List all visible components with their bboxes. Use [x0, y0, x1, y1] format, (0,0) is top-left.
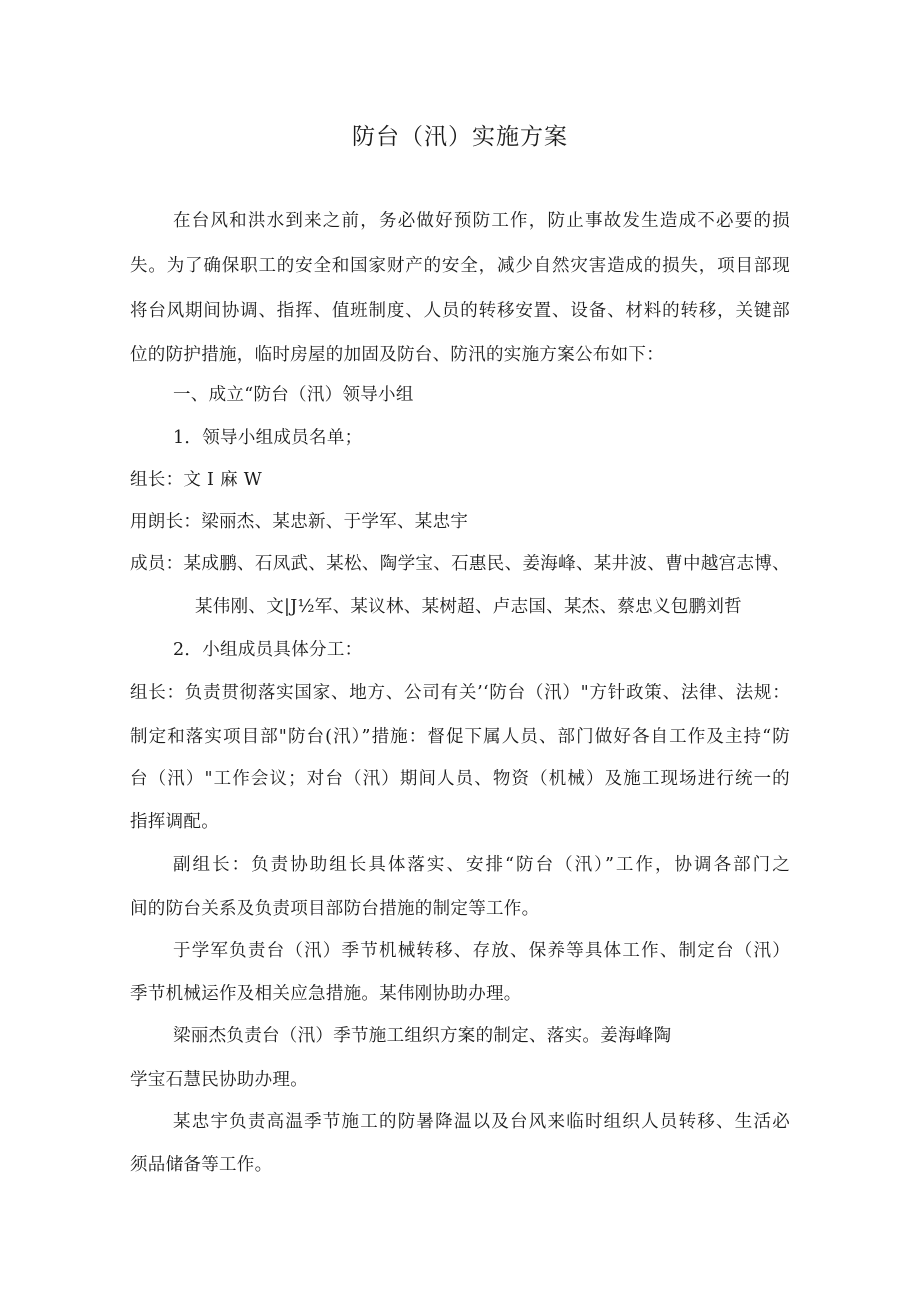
subsection-heading: 1．领导小组成员名单；: [173, 428, 363, 448]
body-line: 季节机械运作及相关应急措施。某伟刚协助办理。: [130, 984, 522, 1004]
body-line: 在台风和洪水到来之前，务必做好预防工作，防止事故发生造成不必要的损: [173, 211, 790, 231]
body-line: 于学军负责台（汛）季节机械转移、存放、保养等具体工作、制定台（汛）: [173, 941, 790, 961]
body-line: 学宝石慧民协助办理。: [130, 1070, 308, 1090]
body-line: 指挥调配。: [130, 812, 219, 832]
body-line: 梁丽杰负责台（汛）季节施工组织方案的制定、落实。姜海峰陶: [173, 1026, 672, 1046]
body-line: 某伟刚、文|J½军、某议林、某树超、卢志国、某杰、蔡忠义包鹏刘哲: [195, 597, 742, 617]
body-line: 组长：负责贯彻落实国家、地方、公司有关’‘防台（汛）"方针政策、法律、法规：: [130, 683, 790, 703]
body-line: 间的防台关系及负责项目部防台措施的制定等工作。: [130, 899, 540, 919]
body-line: 副组长：负责协助组长具体落实、安排“防台（汛）”工作，协调各部门之: [173, 855, 790, 875]
body-line: 制定和落实项目部"防台(汛）”措施：督促下属人员、部门做好各自工作及主持“防: [130, 727, 790, 747]
body-line: 组长：文 I 麻 W: [130, 470, 263, 490]
body-line: 位的防护措施，临时房屋的加固及防台、防汛的实施方案公布如下：: [130, 345, 664, 365]
section-heading: 一、成立“防台（汛）领导小组: [173, 385, 414, 405]
document-title: 防台（汛）实施方案: [352, 124, 568, 150]
body-line: 某忠宇负责高温季节施工的防暑降温以及台风来临时组织人员转移、生活必: [173, 1112, 790, 1132]
body-line: 将台风期间协调、指挥、值班制度、人员的转移安置、设备、材料的转移，关键部: [130, 301, 790, 321]
body-line: 失。为了确保职工的安全和国家财产的安全，减少自然灾害造成的损失，项目部现: [130, 256, 790, 276]
subsection-heading: 2．小组成员具体分工：: [173, 640, 363, 660]
body-line: 须品储备等工作。: [130, 1155, 273, 1175]
body-line: 成员：某成鹏、石凤武、某松、陶学宝、石惠民、姜海峰、某井波、曹中越宫志博、: [130, 554, 790, 574]
body-line: 用朗长：梁丽杰、某忠新、于学军、某忠宇: [130, 512, 469, 532]
body-line: 台（汛）"工作会议；对台（汛）期间人员、物资（机械）及施工现场进行统一的: [130, 769, 790, 789]
